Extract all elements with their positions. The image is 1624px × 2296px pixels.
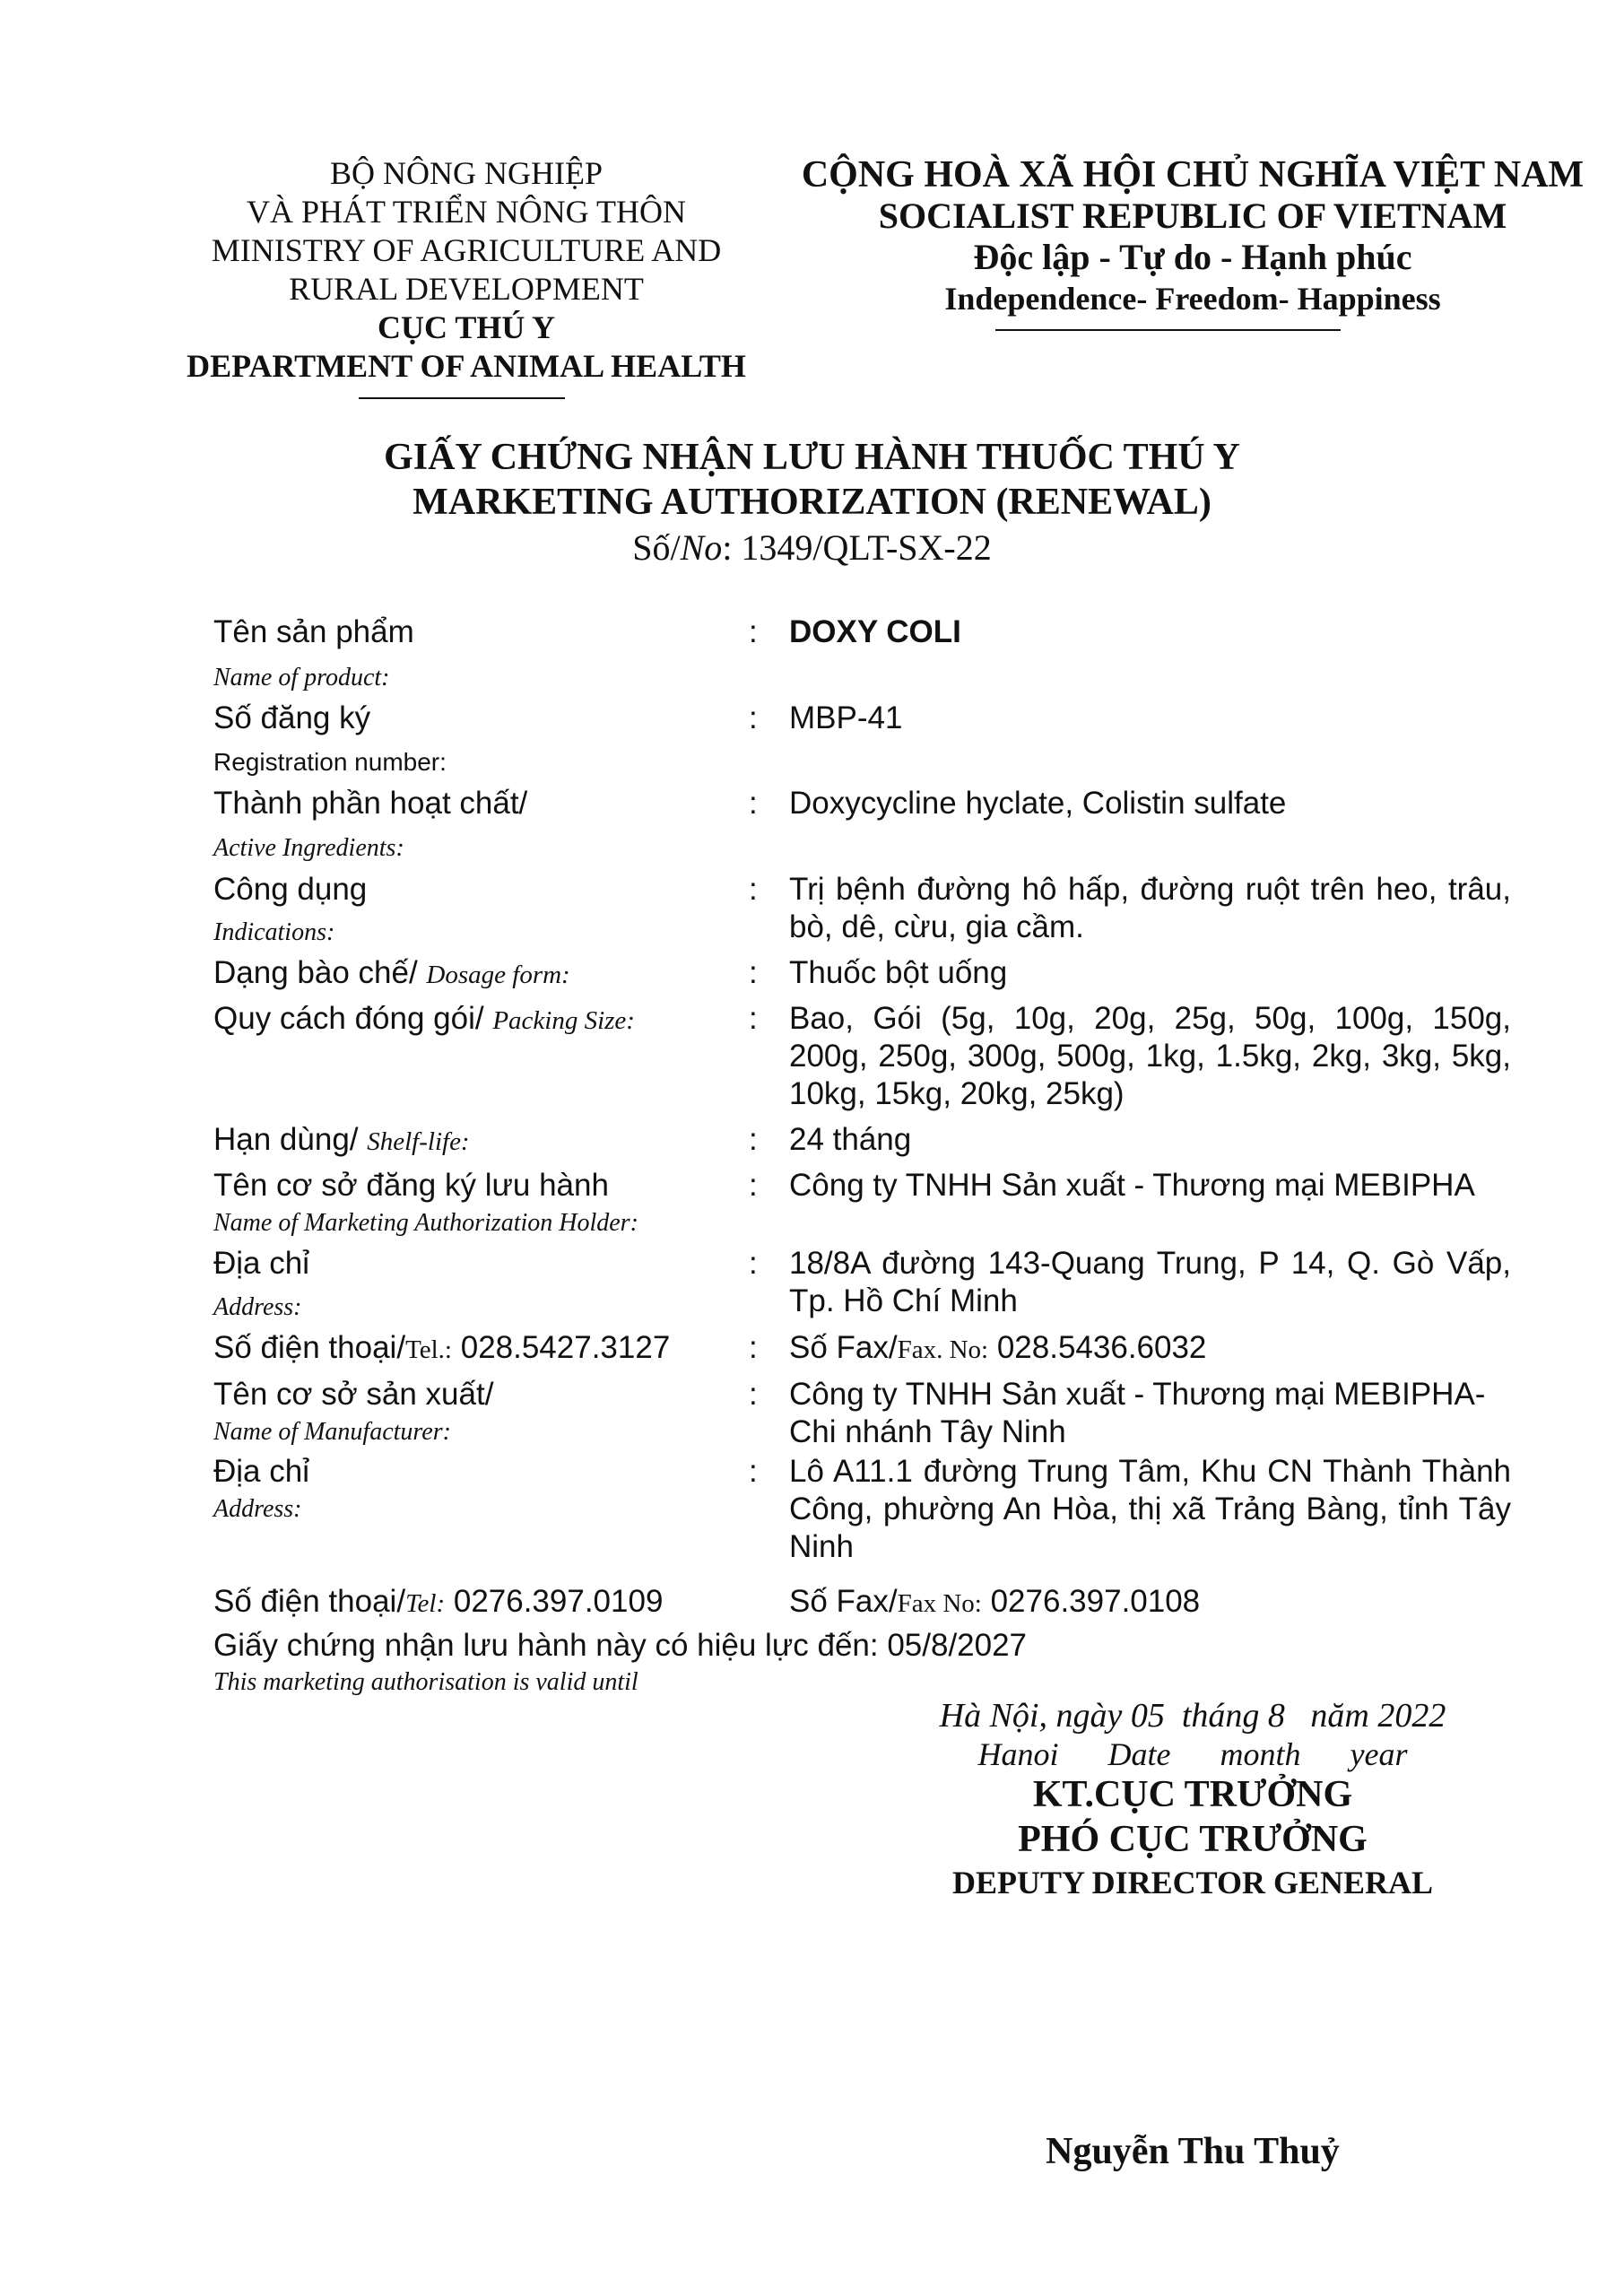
manufacturer-fax: Số Fax/Fax No: 0276.397.0108 [789,1584,1201,1619]
colon: : [749,1330,758,1365]
motto-vi: Độc lập - Tự do - Hạnh phúc [973,237,1412,277]
country-name-en: SOCIALIST REPUBLIC OF VIETNAM [878,196,1507,236]
manufacturer-value: Công ty TNHH Sản xuất - Thương mại MEBIPHA- Chi nhánh Tây Ninh [789,1377,1486,1449]
holder-label: Tên cơ sở đăng ký lưu hành [213,1168,609,1203]
product-value: DOXY COLI [789,614,961,649]
packing-size-label: Quy cách đóng gói/ Packing Size: [213,1001,635,1036]
manufacturer-phone-value: 0276.397.0109 [445,1584,664,1619]
manufacturer-sublabel: Name of Manufacturer: [213,1418,451,1446]
ministry-name-vi-2: VÀ PHÁT TRIỂN NÔNG THÔN [246,194,686,230]
product-label: Tên sản phẩm [213,614,414,649]
holder-sublabel: Name of Marketing Authorization Holder: [213,1209,638,1237]
packing-size-value: Bao, Gói (5g, 10g, 20g, 25g, 50g, 100g, 150g, 200g, 250g, 300g, 500g, 1kg, 1.5kg, 2kg, 3kg, 5kg, 10kg, 15kg, 20kg, 25kg) [789,1001,1511,1111]
colon: : [749,1246,758,1281]
colon: : [749,614,758,649]
manufacturer-address-sublabel: Address: [213,1495,302,1523]
holder-fax: Số Fax/Fax. No: 028.5436.6032 [789,1330,1207,1365]
dosage-form-label: Dạng bào chế/ Dosage form: [213,955,570,990]
colon: : [749,1377,758,1412]
certificate-number: Số/No: 1349/QLT-SX-22 [632,527,992,568]
manufacturer-label: Tên cơ sở sản xuất/ [213,1377,494,1412]
holder-address-label: Địa chỉ [213,1246,309,1281]
holder-address-sublabel: Address: [213,1293,302,1321]
ministry-header [152,154,780,386]
shelf-life-label: Hạn dùng/ Shelf-life: [213,1122,470,1157]
validity-statement: Giấy chứng nhận lưu hành này có hiệu lực đến: 05/8/2027 [213,1628,1028,1663]
country-name-vi: CỘNG HOÀ XÃ HỘI CHỦ NGHĨA VIỆT NAM [801,154,1585,196]
manufacturer-fax-value: 0276.397.0108 [981,1584,1201,1619]
colon: : [749,872,758,907]
document-title [0,435,1624,571]
colon: : [749,1454,758,1489]
holder-phone-label: Số điện thoại/Tel.: 028.5427.3127 [213,1330,671,1365]
holder-value: Công ty TNHH Sản xuất - Thương mại MEBIPHA [789,1168,1475,1203]
header-left-underline [359,397,565,399]
ingredients-sublabel: Active Ingredients: [213,834,404,862]
registration-sublabel: Registration number: [213,748,447,776]
title-en: MARKETING AUTHORIZATION (RENEWAL) [413,482,1211,523]
manufacturer-address-value: Lô A11.1 đường Trung Tâm, Khu CN Thành Thành Công, phường An Hòa, thị xã Trảng Bàng, tỉnh Tây Ninh [789,1454,1511,1564]
shelf-life-value: 24 tháng [789,1122,912,1157]
holder-fax-value: 028.5436.6032 [988,1330,1207,1365]
colon: : [749,1168,758,1203]
validity-statement-en: This marketing authorisation is valid until [213,1668,638,1696]
signer-name: Nguyễn Thu Thuỷ [1046,2131,1340,2172]
dosage-form-value: Thuốc bột uống [789,955,1008,990]
signer-title-1: KT.CỤC TRƯỞNG [1032,1774,1353,1815]
ministry-name-vi-1: BỘ NÔNG NGHIỆP [330,155,603,191]
colon: : [749,1122,758,1157]
indications-label: Công dụng [213,872,368,907]
indications-sublabel: Indications: [213,918,335,946]
title-vi: GIẤY CHỨNG NHẬN LƯU HÀNH THUỐC THÚ Y [384,437,1240,478]
ingredients-value: Doxycycline hyclate, Colistin sulfate [789,786,1287,821]
national-header [771,154,1614,319]
ministry-name-en-1: MINISTRY OF AGRICULTURE AND [211,232,722,268]
department-name-vi: CỤC THÚ Y [377,309,556,345]
manufacturer-address-label: Địa chỉ [213,1454,309,1489]
header-right-underline [995,329,1341,331]
ministry-name-en-2: RURAL DEVELOPMENT [289,271,644,307]
signer-title-en: DEPUTY DIRECTOR GENERAL [951,1865,1434,1900]
signer-title-2: PHÓ CỤC TRƯỞNG [1018,1819,1368,1860]
colon: : [749,700,758,735]
department-name-en: DEPARTMENT OF ANIMAL HEALTH [187,348,746,384]
signature-block [906,1695,1480,1903]
holder-address-value: 18/8A đường 143-Quang Trung, P 14, Q. Gò Vấp, Tp. Hồ Chí Minh [789,1246,1511,1318]
holder-phone-value: 028.5427.3127 [452,1330,671,1365]
issue-date-vi: Hà Nội, ngày 05 tháng 8 năm 2022 [939,1697,1446,1735]
manufacturer-phone-label: Số điện thoại/Tel: 0276.397.0109 [213,1584,664,1619]
colon: : [749,1001,758,1036]
ingredients-label: Thành phần hoạt chất/ [213,786,528,821]
registration-label: Số đăng ký [213,700,371,735]
colon: : [749,955,758,990]
motto-en: Independence- Freedom- Happiness [944,281,1441,317]
registration-value: MBP-41 [789,700,903,735]
colon: : [749,786,758,821]
indications-value: Trị bệnh đường hô hấp, đường ruột trên heo, trâu, bò, dê, cừu, gia cầm. [789,872,1511,944]
issue-date-en: Hanoi Date month year [977,1736,1408,1772]
product-sublabel: Name of product: [213,664,390,691]
